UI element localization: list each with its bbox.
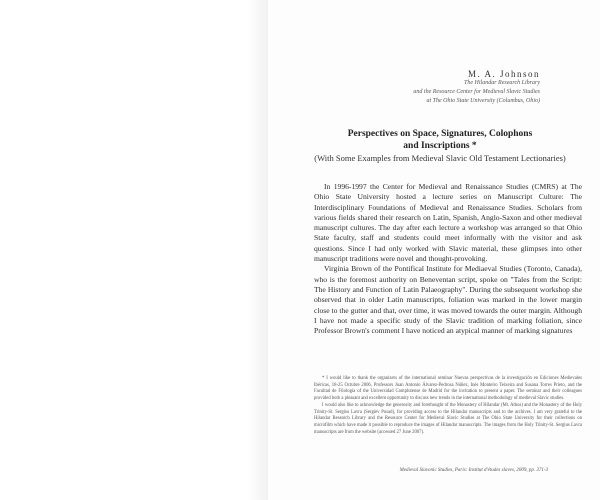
article-subtitle: (With Some Examples from Medieval Slavic Old Testament Lectionaries) xyxy=(314,153,566,163)
article-title-line-1: Perspectives on Space, Signatures, Colophons xyxy=(347,129,533,139)
title-block xyxy=(290,128,590,164)
footnote: I would also like to acknowledge the generosity and forethought of the Monastery of Hilandar (Mt. Athos) and the Monastery of the Holy Trinity-St. Sergius Lavra (Sergiev Posad), for providing access to the Hilandar manuscripts and to the archives. I am very grateful to the Hilandar Research Library and the Resource Center for Medieval Slavic Studies at The Ohio State University for their collections on microfilm which have made it possible to reproduce the images of Hilandar manuscripts. The images from the Holy Trinity-St. Sergius Lavra manuscripts are from the website (accessed 27 June 2007). xyxy=(314,402,582,435)
body-text xyxy=(314,182,582,336)
footnote: * I would like to thank the organizers of the international seminar Nuevas perspectivas de la investigación en Ediciones Medievales Ibéricas, 18-25 Octubre 2006, Professors Juan Antonio Álvarez-Pedrosa Núñez, Inés Monteiro Teixeira and Susana Torres Prieto, and the Facultad de Filología of the Universidad Complutense de Madrid for the invitation to present a paper. The seminar and their colleagues provided both a pleasant and excellent opportunity to discuss new trends in the international methodology of medieval Slavic studies. xyxy=(314,376,582,402)
body-paragraph: Virginia Brown of the Pontifical Institute for Mediaeval Studies (Toronto, Canada), who is the foremost authority on Beneventan script, spoke on "Tales from the Script: The History and Function of Latin Palaeography". During the subsequent workshop she observed that in older Latin manuscripts, foliation was marked in the lower margin close to the gutter and that, over time, it was moved towards the outer margin. Although I have not made a specific study of the Slavic tradition of marking foliation, since Professor Brown's comment I have noticed an atypical manner of marking signatures xyxy=(314,264,582,336)
running-footer: Medieval Slavonic Studies, Paris: Institut d'études slaves, 2009, pp. 371-3 xyxy=(399,468,548,473)
affiliation-line: and the Resource Center for Medieval Slavic Studies xyxy=(413,89,540,95)
article-title-line-2: and Inscriptions * xyxy=(403,141,477,151)
affiliation-line: The Hilandar Research Library xyxy=(464,80,540,86)
footnotes xyxy=(314,376,582,436)
author-block xyxy=(300,70,540,106)
left-page-blank xyxy=(0,0,268,500)
body-paragraph: In 1996-1997 the Center for Medieval and Renaissance Studies (CMRS) at The Ohio State University hosted a lecture series on Manuscript Culture: The Interdisciplinary Foundations of Medieval and Renaissance Studies. Scholars from various fields shared their research on Latin, Spanish, Anglo-Saxon and other medieval manuscript cultures. The day after each lecture a workshop was arranged so that Ohio State faculty, staff and students could meet informally with the visitor and ask questions. Since I had only worked with Slavic material, these glimpses into other manuscript traditions were novel and thought-provoking. xyxy=(314,182,582,264)
author-name: M. A. Johnson xyxy=(467,69,540,79)
affiliation-line: at The Ohio State University (Columbus, Ohio) xyxy=(426,98,540,104)
